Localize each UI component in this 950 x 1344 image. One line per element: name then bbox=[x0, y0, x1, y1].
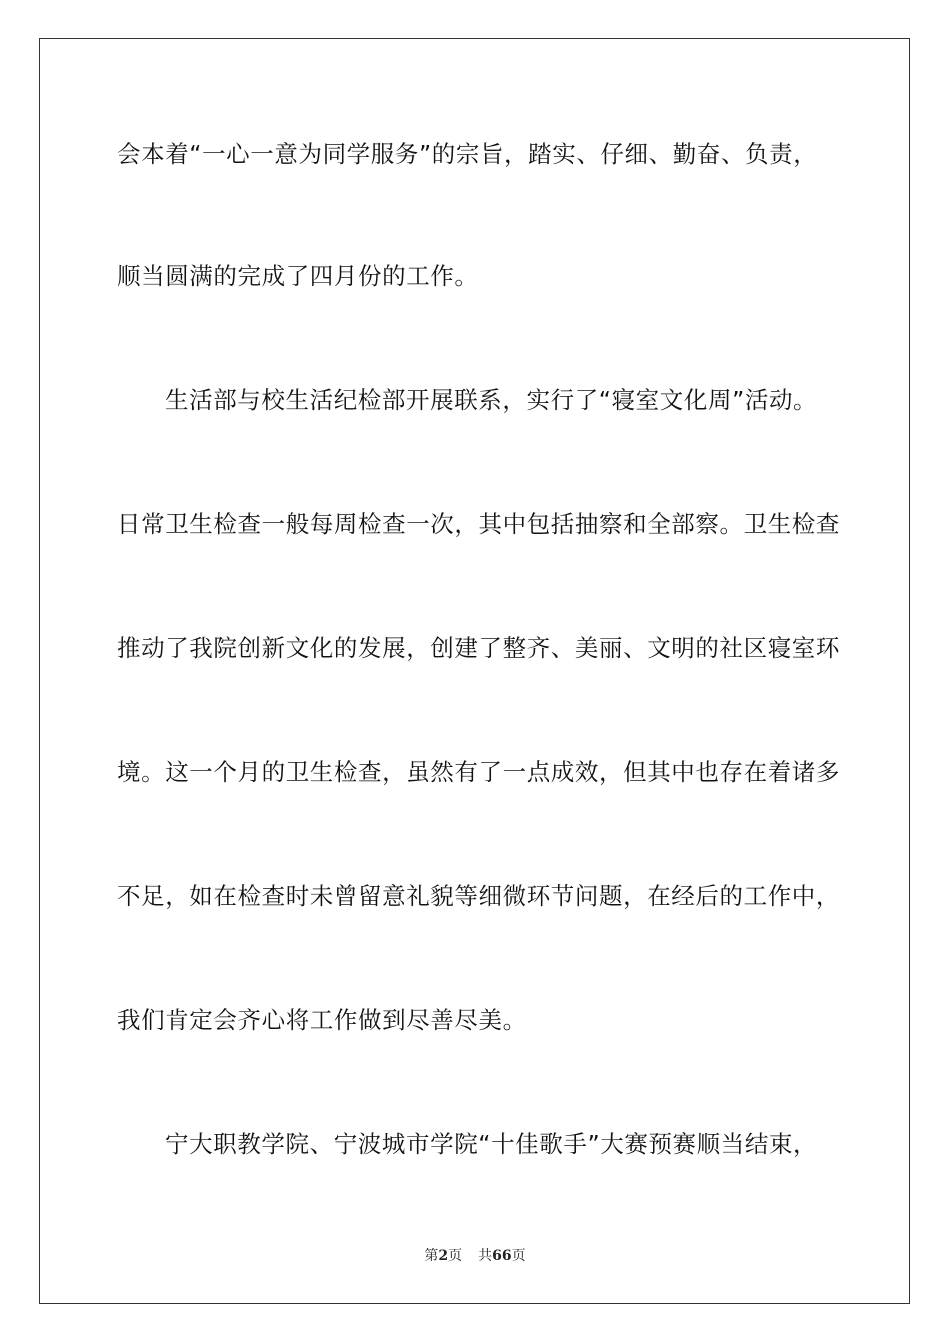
body-text-line-7: 不足，如在检查时未曾留意礼貌等细微环节问题，在经后的工作中， bbox=[117, 882, 840, 910]
total-prefix: 共 bbox=[478, 1248, 493, 1264]
paragraph-start-line-9: 宁大职教学院、宁波城市学院“十佳歌手”大赛预赛顺当结束， bbox=[165, 1130, 818, 1158]
page-prefix: 第 bbox=[424, 1248, 439, 1264]
page-number: 2 bbox=[438, 1248, 449, 1264]
page-suffix: 页 bbox=[448, 1248, 463, 1264]
paragraph-start-line-3: 生活部与校生活纪检部开展联系，实行了“寝室文化周”活动。 bbox=[165, 386, 818, 414]
body-text-line-8: 我们肯定会齐心将工作做到尽善尽美。 bbox=[117, 1006, 527, 1034]
body-text-line-5: 推动了我院创新文化的发展，创建了整齐、美丽、文明的社区寝室环 bbox=[117, 634, 840, 662]
body-text-line-1: 会本着“一心一意为同学服务”的宗旨，踏实、仔细、勤奋、负责， bbox=[117, 140, 818, 168]
body-text-line-6: 境。这一个月的卫生检查，虽然有了一点成效，但其中也存在着诸多 bbox=[117, 758, 840, 786]
total-suffix: 页 bbox=[511, 1248, 526, 1264]
page-footer bbox=[0, 1246, 950, 1266]
total-pages: 66 bbox=[492, 1248, 512, 1264]
body-text-line-2: 顺当圆满的完成了四月份的工作。 bbox=[117, 262, 479, 290]
page-border bbox=[39, 38, 910, 1304]
body-text-line-4: 日常卫生检查一般每周检查一次，其中包括抽察和全部察。卫生检查 bbox=[117, 510, 840, 538]
